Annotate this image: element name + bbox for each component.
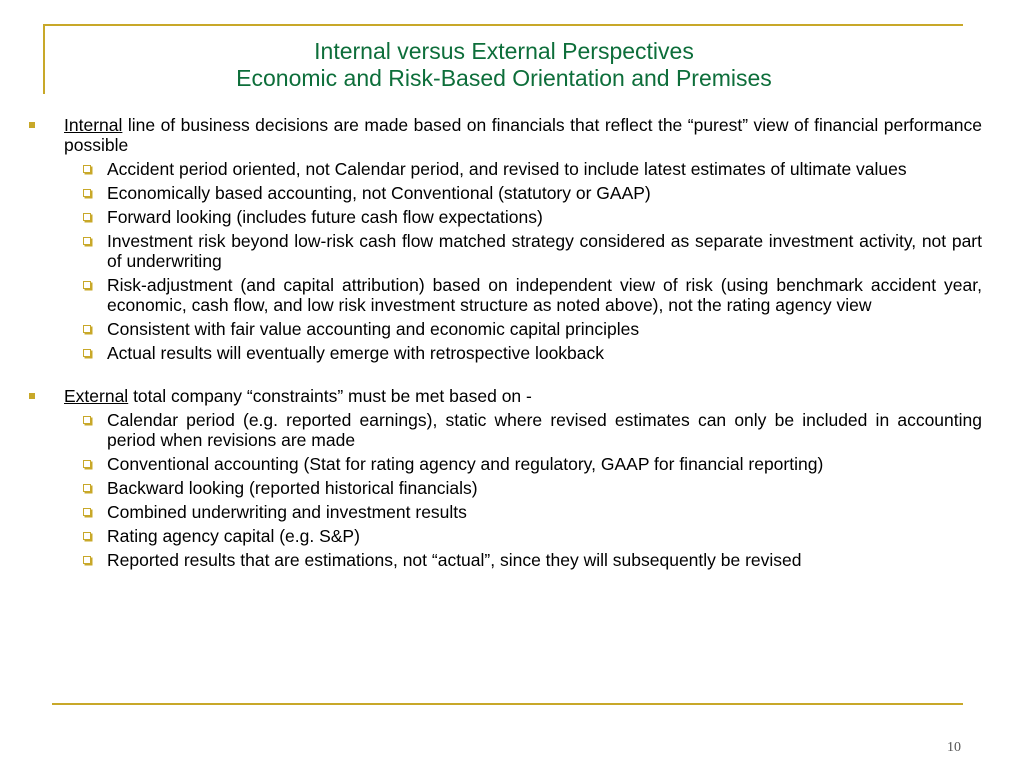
sub-bullet <box>64 526 982 546</box>
title-line-2: Economic and Risk-Based Orientation and Premises <box>236 65 772 91</box>
sub-bullet <box>64 275 982 315</box>
checkbox-bullet-icon <box>83 237 91 245</box>
square-bullet-icon <box>29 393 35 399</box>
title-line-1: Internal versus External Perspectives <box>314 38 694 64</box>
bullet-external <box>22 386 982 406</box>
sub-bullet-text: Reported results that are estimations, not “actual”, since they will subsequently be revised <box>107 550 802 570</box>
sub-bullet <box>64 183 982 203</box>
checkbox-bullet-icon <box>83 325 91 333</box>
sub-bullet-text: Actual results will eventually emerge with retrospective lookback <box>107 343 605 363</box>
sub-bullet-text: Risk-adjustment (and capital attribution) based on independent view of risk (using benchmark accident year, economic, cash flow, and low risk investment structure as noted above), not the rating agency view <box>107 275 982 315</box>
keyword-external: External <box>64 386 129 406</box>
keyword-internal: Internal <box>64 115 123 135</box>
sub-bullet <box>64 410 982 450</box>
sub-bullet <box>64 343 982 363</box>
checkbox-bullet-icon <box>83 508 91 516</box>
sub-bullet-text: Investment risk beyond low-risk cash flow matched strategy considered as separate investment activity, not part of underwriting <box>107 231 982 271</box>
sub-bullet <box>64 319 982 339</box>
top-rule <box>43 24 963 26</box>
bottom-rule <box>52 703 963 705</box>
bullet-text: total company “constraints” must be met based on - <box>128 386 532 406</box>
sub-bullet-text: Consistent with fair value accounting and economic capital principles <box>107 319 640 339</box>
checkbox-bullet-icon <box>83 556 91 564</box>
sub-bullet-text: Calendar period (e.g. reported earnings), static where revised estimates can only be included in accounting period when revisions are made <box>107 410 982 450</box>
checkbox-bullet-icon <box>83 484 91 492</box>
checkbox-bullet-icon <box>83 460 91 468</box>
checkbox-bullet-icon <box>83 165 91 173</box>
sub-bullet <box>64 454 982 474</box>
sub-bullet <box>64 231 982 271</box>
sub-bullet <box>64 207 982 227</box>
sub-bullet-text: Economically based accounting, not Conventional (statutory or GAAP) <box>107 183 651 203</box>
sub-bullet-text: Combined underwriting and investment results <box>107 502 467 522</box>
sub-bullet-text: Rating agency capital (e.g. S&P) <box>107 526 360 546</box>
sub-bullet <box>64 159 982 179</box>
page-number: 10 <box>947 740 961 755</box>
section-gap <box>22 363 982 386</box>
checkbox-bullet-icon <box>83 532 91 540</box>
sub-bullet-text: Forward looking (includes future cash flow expectations) <box>107 207 543 227</box>
checkbox-bullet-icon <box>83 213 91 221</box>
sub-bullet-text: Conventional accounting (Stat for rating agency and regulatory, GAAP for financial reporting) <box>107 454 824 474</box>
sub-bullet <box>64 478 982 498</box>
sub-bullet-text: Accident period oriented, not Calendar period, and revised to include latest estimates of ultimate values <box>107 159 907 179</box>
slide-content <box>22 115 982 570</box>
sub-bullet <box>64 550 982 570</box>
bullet-text: line of business decisions are made based on financials that reflect the “purest” view of financial performance possible <box>64 115 982 155</box>
checkbox-bullet-icon <box>83 416 91 424</box>
checkbox-bullet-icon <box>83 281 91 289</box>
sub-bullet <box>64 502 982 522</box>
slide-title <box>45 38 963 92</box>
checkbox-bullet-icon <box>83 349 91 357</box>
sub-bullet-text: Backward looking (reported historical financials) <box>107 478 478 498</box>
square-bullet-icon <box>29 122 35 128</box>
checkbox-bullet-icon <box>83 189 91 197</box>
bullet-internal <box>22 115 982 155</box>
